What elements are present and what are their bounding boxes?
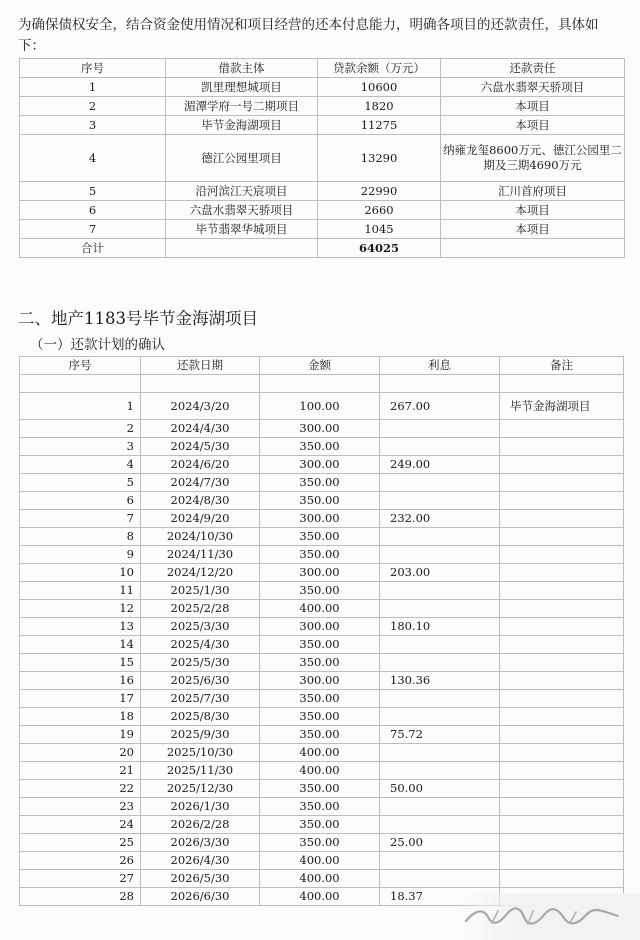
cell-responsibility: 本项目 [441, 201, 625, 220]
cell-date: 2024/10/30 [141, 528, 260, 546]
table-row [20, 78, 625, 97]
header-balance: 贷款余额（万元） [318, 59, 441, 78]
cell-date: 2025/4/30 [141, 636, 260, 654]
cell-amount: 350.00 [260, 582, 380, 600]
cell-note [500, 618, 624, 636]
cell-no: 25 [20, 834, 141, 852]
table-row [20, 135, 625, 182]
cell-entity: 沿河滨江天宸项目 [166, 182, 318, 201]
cell-date: 2026/2/28 [141, 816, 260, 834]
cell-no: 7 [20, 510, 141, 528]
cell-interest [380, 852, 500, 870]
cell-interest: 75.72 [380, 726, 500, 744]
cell-date: 2025/11/30 [141, 762, 260, 780]
header-no: 序号 [20, 59, 166, 78]
subsection-title: （一）还款计划的确认 [30, 337, 165, 353]
cell-interest [380, 744, 500, 762]
cell-amount: 100.00 [260, 393, 380, 420]
cell-date: 2026/6/30 [141, 888, 260, 906]
cell-interest [380, 690, 500, 708]
table-header-row [20, 357, 624, 375]
cell-date: 2024/11/30 [141, 546, 260, 564]
cell-amount: 350.00 [260, 690, 380, 708]
cell-entity: 凯里理想城项目 [166, 78, 318, 97]
cell-no: 1 [20, 393, 141, 420]
cell-balance: 13290 [318, 135, 441, 182]
cell-interest: 180.10 [380, 618, 500, 636]
table-row [20, 618, 624, 636]
cell-responsibility: 本项目 [441, 97, 625, 116]
cell-no: 3 [20, 438, 141, 456]
table-row [20, 870, 624, 888]
table-row [20, 182, 625, 201]
cell-responsibility: 汇川首府项目 [441, 182, 625, 201]
cell-note [500, 708, 624, 726]
table-row [20, 762, 624, 780]
cell-interest: 18.37 [380, 888, 500, 906]
header-interest: 利息 [380, 357, 500, 375]
cell-amount: 400.00 [260, 762, 380, 780]
table-row [20, 420, 624, 438]
cell-date: 2025/1/30 [141, 582, 260, 600]
cell-date: 2025/9/30 [141, 726, 260, 744]
cell-no: 8 [20, 528, 141, 546]
intro-paragraph: 为确保债权安全，结合资金使用情况和项目经营的还本付息能力，明确各项目的还款责任，具体如下： [18, 17, 599, 54]
blank-row [20, 375, 624, 393]
cell-amount: 350.00 [260, 834, 380, 852]
cell-no: 19 [20, 726, 141, 744]
cell-note [500, 636, 624, 654]
table-row [20, 116, 625, 135]
cell-no: 2 [20, 97, 166, 116]
table-row [20, 510, 624, 528]
cell-no: 1 [20, 78, 166, 97]
cell-note [500, 546, 624, 564]
cell-interest: 249.00 [380, 456, 500, 474]
cell-note [500, 474, 624, 492]
cell-no: 11 [20, 582, 141, 600]
cell-note [500, 870, 624, 888]
cell-no: 28 [20, 888, 141, 906]
cell-amount: 400.00 [260, 870, 380, 888]
brush-signature-watermark-icon [462, 903, 622, 929]
table-row [20, 97, 625, 116]
cell-amount: 350.00 [260, 654, 380, 672]
cell-no: 5 [20, 474, 141, 492]
cell-interest [380, 708, 500, 726]
cell-date: 2026/3/30 [141, 834, 260, 852]
cell-entity: 毕节金海湖项目 [166, 116, 318, 135]
cell-interest [380, 798, 500, 816]
cell-balance: 2660 [318, 201, 441, 220]
cell-no: 18 [20, 708, 141, 726]
cell-interest [380, 582, 500, 600]
cell-no: 9 [20, 546, 141, 564]
cell-interest [380, 870, 500, 888]
cell-date: 2024/4/30 [141, 420, 260, 438]
cell-date: 2025/6/30 [141, 672, 260, 690]
table-row [20, 690, 624, 708]
cell-no: 26 [20, 852, 141, 870]
table-row [20, 393, 624, 420]
cell-responsibility: 本项目 [441, 220, 625, 239]
cell-no: 16 [20, 672, 141, 690]
cell-note [500, 726, 624, 744]
cell-responsibility: 本项目 [441, 116, 625, 135]
cell-date: 2026/5/30 [141, 870, 260, 888]
table-row [20, 726, 624, 744]
cell-interest [380, 474, 500, 492]
cell-interest: 50.00 [380, 780, 500, 798]
cell-interest [380, 492, 500, 510]
cell-interest: 130.36 [380, 672, 500, 690]
table-row [20, 600, 624, 618]
header-entity: 借款主体 [166, 59, 318, 78]
cell-note [500, 438, 624, 456]
cell-note [500, 816, 624, 834]
header-no: 序号 [20, 357, 141, 375]
table-row [20, 546, 624, 564]
cell-date: 2024/5/30 [141, 438, 260, 456]
cell-date: 2025/3/30 [141, 618, 260, 636]
cell-balance: 11275 [318, 116, 441, 135]
table-row [20, 474, 624, 492]
cell-interest: 25.00 [380, 834, 500, 852]
cell-no: 12 [20, 600, 141, 618]
total-label: 合计 [20, 239, 166, 258]
cell-amount: 350.00 [260, 708, 380, 726]
cell-entity: 湄潭学府一号二期项目 [166, 97, 318, 116]
table-row [20, 816, 624, 834]
cell-interest [380, 816, 500, 834]
cell-interest: 267.00 [380, 393, 500, 420]
cell-note [500, 564, 624, 582]
blank-cell [20, 375, 141, 393]
header-date: 还款日期 [141, 357, 260, 375]
cell-date: 2024/7/30 [141, 474, 260, 492]
cell-interest [380, 420, 500, 438]
cell-note [500, 420, 624, 438]
cell-no: 24 [20, 816, 141, 834]
cell-responsibility: 纳雍龙玺8600万元、德江公园里二期及三期4690万元 [441, 135, 625, 182]
cell-interest: 232.00 [380, 510, 500, 528]
cell-interest [380, 600, 500, 618]
cell-note [500, 780, 624, 798]
cell-date: 2024/3/20 [141, 393, 260, 420]
cell-amount: 350.00 [260, 474, 380, 492]
cell-amount: 300.00 [260, 420, 380, 438]
cell-no: 3 [20, 116, 166, 135]
cell-no: 4 [20, 135, 166, 182]
cell-date: 2026/4/30 [141, 852, 260, 870]
table-row [20, 582, 624, 600]
blank-cell [380, 375, 500, 393]
cell-interest [380, 528, 500, 546]
cell-responsibility: 六盘水翡翠天骄项目 [441, 78, 625, 97]
table-row [20, 438, 624, 456]
cell-note [500, 654, 624, 672]
cell-date: 2025/5/30 [141, 654, 260, 672]
table-row [20, 708, 624, 726]
section-title: 二、地产1183号毕节金海湖项目 [18, 309, 258, 328]
cell-amount: 350.00 [260, 798, 380, 816]
total-empty-cell [166, 239, 318, 258]
cell-date: 2024/8/30 [141, 492, 260, 510]
cell-note [500, 834, 624, 852]
cell-no: 20 [20, 744, 141, 762]
cell-no: 4 [20, 456, 141, 474]
cell-date: 2024/9/20 [141, 510, 260, 528]
cell-interest [380, 654, 500, 672]
cell-date: 2024/6/20 [141, 456, 260, 474]
cell-amount: 350.00 [260, 726, 380, 744]
cell-date: 2024/12/20 [141, 564, 260, 582]
table-row [20, 456, 624, 474]
cell-amount: 300.00 [260, 618, 380, 636]
total-row [20, 239, 625, 258]
cell-interest [380, 636, 500, 654]
cell-amount: 300.00 [260, 456, 380, 474]
header-amount: 金额 [260, 357, 380, 375]
cell-note [500, 510, 624, 528]
cell-entity: 德江公园里项目 [166, 135, 318, 182]
table-row [20, 492, 624, 510]
table-row [20, 201, 625, 220]
table-row [20, 798, 624, 816]
cell-amount: 300.00 [260, 672, 380, 690]
cell-note [500, 492, 624, 510]
cell-note [500, 672, 624, 690]
table-row [20, 744, 624, 762]
cell-amount: 350.00 [260, 492, 380, 510]
cell-no: 6 [20, 201, 166, 220]
table-row [20, 672, 624, 690]
cell-amount: 350.00 [260, 780, 380, 798]
table-row [20, 654, 624, 672]
cell-amount: 400.00 [260, 600, 380, 618]
cell-date: 2025/8/30 [141, 708, 260, 726]
cell-no: 17 [20, 690, 141, 708]
cell-note [500, 690, 624, 708]
cell-amount: 350.00 [260, 636, 380, 654]
cell-amount: 400.00 [260, 744, 380, 762]
cell-no: 22 [20, 780, 141, 798]
total-empty-cell [441, 239, 625, 258]
cell-amount: 350.00 [260, 546, 380, 564]
cell-interest [380, 546, 500, 564]
cell-interest: 203.00 [380, 564, 500, 582]
cell-date: 2025/2/28 [141, 600, 260, 618]
cell-amount: 400.00 [260, 888, 380, 906]
cell-amount: 350.00 [260, 528, 380, 546]
cell-no: 13 [20, 618, 141, 636]
cell-balance: 1820 [318, 97, 441, 116]
cell-note [500, 852, 624, 870]
loan-responsibility-table [19, 58, 625, 258]
cell-note [500, 528, 624, 546]
cell-no: 7 [20, 220, 166, 239]
blank-cell [500, 375, 624, 393]
cell-no: 27 [20, 870, 141, 888]
cell-entity: 毕节翡翠华城项目 [166, 220, 318, 239]
cell-amount: 400.00 [260, 852, 380, 870]
blank-cell [260, 375, 380, 393]
blank-cell [141, 375, 260, 393]
header-responsibility: 还款责任 [441, 59, 625, 78]
table-row [20, 834, 624, 852]
cell-note: 毕节金海湖项目 [500, 393, 624, 420]
table-row [20, 852, 624, 870]
cell-note [500, 600, 624, 618]
cell-note [500, 456, 624, 474]
header-note: 备注 [500, 357, 624, 375]
cell-interest [380, 762, 500, 780]
cell-no: 14 [20, 636, 141, 654]
cell-date: 2025/12/30 [141, 780, 260, 798]
cell-date: 2025/7/30 [141, 690, 260, 708]
cell-no: 2 [20, 420, 141, 438]
cell-amount: 350.00 [260, 438, 380, 456]
cell-note [500, 762, 624, 780]
cell-no: 6 [20, 492, 141, 510]
table-row [20, 564, 624, 582]
table-header-row [20, 59, 625, 78]
cell-balance: 10600 [318, 78, 441, 97]
table-row [20, 220, 625, 239]
cell-no: 23 [20, 798, 141, 816]
cell-date: 2026/1/30 [141, 798, 260, 816]
cell-amount: 300.00 [260, 564, 380, 582]
cell-note [500, 582, 624, 600]
cell-note [500, 744, 624, 762]
table-row [20, 780, 624, 798]
cell-no: 5 [20, 182, 166, 201]
cell-balance: 1045 [318, 220, 441, 239]
cell-no: 21 [20, 762, 141, 780]
total-value: 64025 [318, 239, 441, 258]
cell-no: 15 [20, 654, 141, 672]
cell-entity: 六盘水翡翠天骄项目 [166, 201, 318, 220]
cell-note [500, 798, 624, 816]
cell-no: 10 [20, 564, 141, 582]
repayment-schedule-table [19, 356, 624, 906]
table-row [20, 528, 624, 546]
cell-amount: 350.00 [260, 816, 380, 834]
cell-date: 2025/10/30 [141, 744, 260, 762]
table-row [20, 636, 624, 654]
cell-interest [380, 438, 500, 456]
cell-balance: 22990 [318, 182, 441, 201]
cell-amount: 300.00 [260, 510, 380, 528]
